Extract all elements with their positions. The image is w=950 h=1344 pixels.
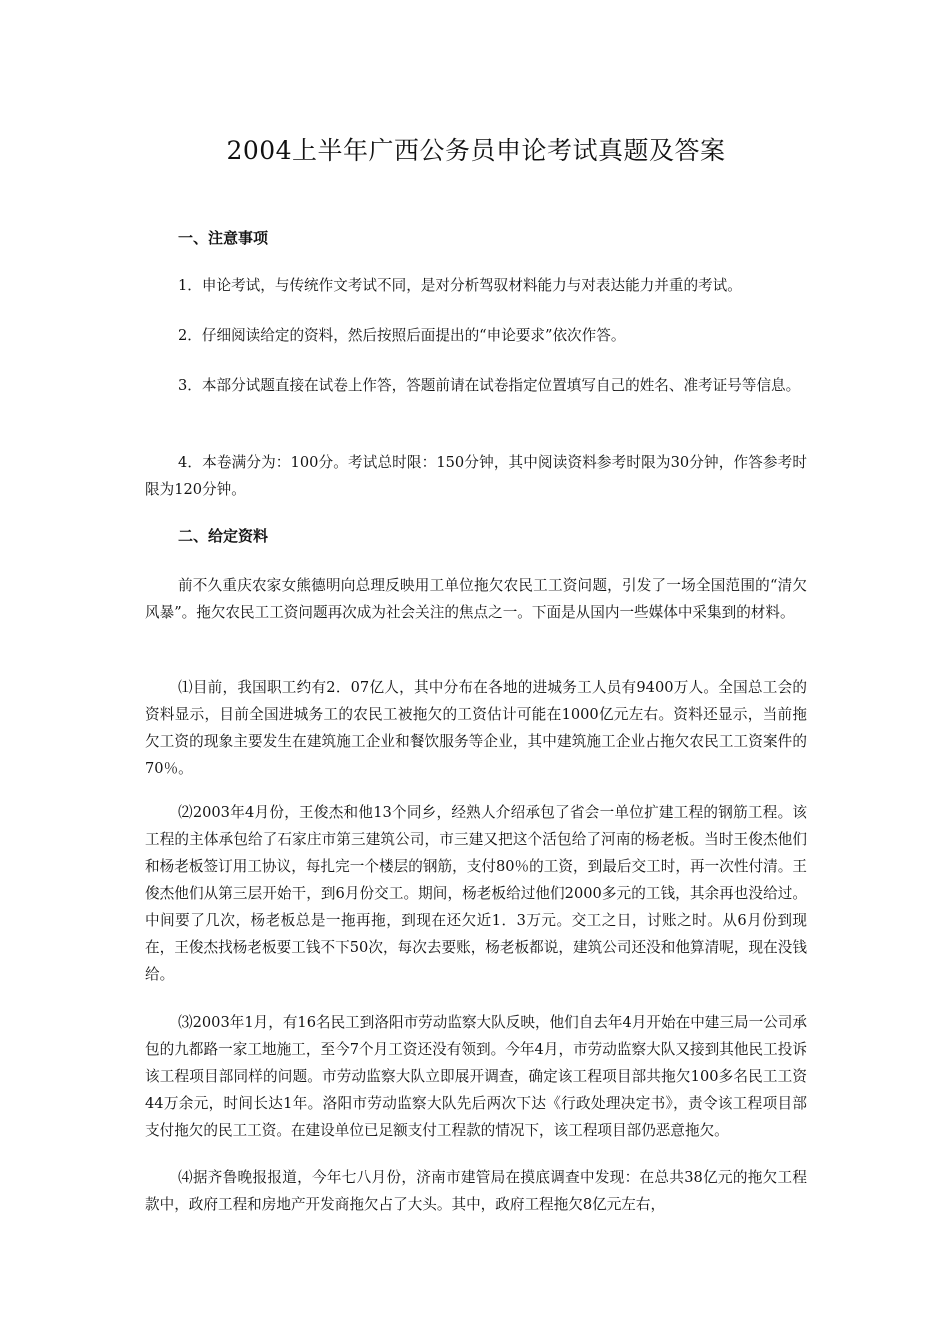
material-paragraph-4: ⑷据齐鲁晚报报道，今年七八月份，济南市建管局在摸底调查中发现：在总共38亿元的拖欠工程款中，政府工程和房地产开发商拖欠占了大头。其中，政府工程拖欠8亿元左右， <box>145 1169 807 1213</box>
section-heading-notes: 一、注意事项 <box>178 229 269 247</box>
material-paragraph-3: ⑶2003年1月，有16名民工到洛阳市劳动监察大队反映，他们自去年4月开始在中建三局一公司承包的九都路一家工地施工，至今7个月工资还没有领到。今年4月，市劳动监察大队又接到其他民工投诉该工程项目部同样的问题。市劳动监察大队立即展开调查，确定该工程项目部共拖欠100多名民工工资44万余元，时间长达1年。洛阳市劳动监察大队先后两次下达《行政处理决定书》，责令该工程项目部支付拖欠的民工工资。在建设单位已足额支付工程款的情况下，该工程项目部仍恶意拖欠。 <box>145 1014 807 1139</box>
note-item-2: 2．仔细阅读给定的资料，然后按照后面提出的“申论要求”依次作答。 <box>178 327 626 344</box>
note-item-3: 3．本部分试题直接在试卷上作答，答题前请在试卷指定位置填写自己的姓名、准考证号等信息。 <box>178 377 801 394</box>
materials-intro: 前不久重庆农家女熊德明向总理反映用工单位拖欠农民工工资问题，引发了一场全国范围的“清欠风暴”。拖欠农民工工资问题再次成为社会关注的焦点之一。下面是从国内一些媒体中采集到的材料。 <box>145 577 807 621</box>
note-item-1: 1．申论考试，与传统作文考试不同，是对分析驾驭材料能力与对表达能力并重的考试。 <box>178 277 742 294</box>
material-paragraph-2: ⑵2003年4月份，王俊杰和他13个同乡，经熟人介绍承包了省会一单位扩建工程的钢筋工程。该工程的主体承包给了石家庄市第三建筑公司，市三建又把这个活包给了河南的杨老板。当时王俊杰他们和杨老板签订用工协议，每扎完一个楼层的钢筋，支付80％的工资，到最后交工时，再一次性付清。王俊杰他们从第三层开始干，到6月份交工。期间，杨老板给过他们2000多元的工钱，其余再也没给过。中间要了几次，杨老板总是一拖再拖，到现在还欠近1．3万元。交工之日，讨账之时。从6月份到现在，王俊杰找杨老板要工钱不下50次，每次去要账，杨老板都说，建筑公司还没和他算清呢，现在没钱给。 <box>145 804 807 983</box>
section-heading-materials: 二、给定资料 <box>178 527 269 545</box>
material-paragraph-1: ⑴目前，我国职工约有2．07亿人，其中分布在各地的进城务工人员有9400万人。全国总工会的资料显示，目前全国进城务工的农民工被拖欠的工资估计可能在1000亿元左右。资料还显示，当前拖欠工资的现象主要发生在建筑施工企业和餐饮服务等企业，其中建筑施工企业占拖欠农民工工资案件的70％。 <box>145 679 807 777</box>
note-item-4: 4．本卷满分为：100分。考试总时限：150分钟，其中阅读资料参考时限为30分钟，作答参考时限为120分钟。 <box>145 454 807 498</box>
document-title: 2004上半年广西公务员申论考试真题及答案 <box>226 136 726 165</box>
